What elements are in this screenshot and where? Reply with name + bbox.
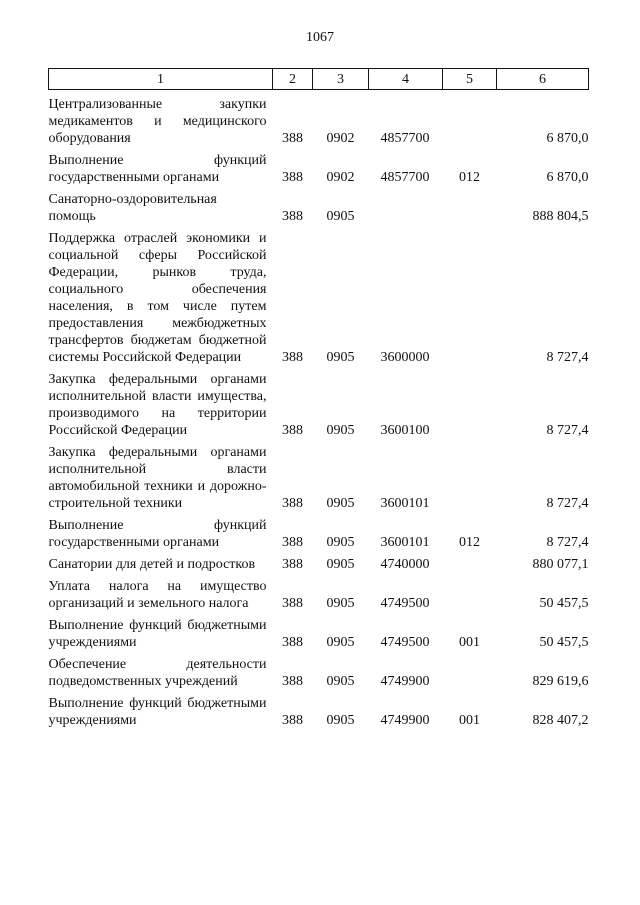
row-code-3: 0905 xyxy=(326,557,355,572)
row-name: Поддержка отраслей экономики и социальной сферы Российской Федерации, рынков труда, социального обеспечения населения, в том числе путем предоставления межбюджетных трансфертов бюджетам бюджетной системы Российской Федерации xyxy=(48,231,267,365)
row-code-5 xyxy=(443,230,497,371)
table-row xyxy=(49,371,589,444)
row-code-2: 388 xyxy=(282,496,303,511)
row-name: Санатории для детей и подростков xyxy=(48,557,256,572)
header-col-2: 2 xyxy=(273,69,313,90)
table-row xyxy=(49,230,589,371)
row-amount: 6 870,0 xyxy=(546,170,589,185)
row-name: Закупка федеральными органами исполнительной власти автомобильной техники и дорожно-строительной техники xyxy=(48,445,267,511)
row-code-5 xyxy=(443,656,497,695)
row-code-5 xyxy=(443,556,497,578)
row-code-5 xyxy=(443,578,497,617)
row-amount: 888 804,5 xyxy=(532,209,589,224)
row-code-5 xyxy=(443,444,497,517)
table-row xyxy=(49,444,589,517)
table-row xyxy=(49,578,589,617)
row-code-2: 388 xyxy=(282,209,303,224)
row-code-4: 4749900 xyxy=(380,674,430,689)
row-code-4: 3600101 xyxy=(380,535,430,550)
row-code-4: 3600101 xyxy=(380,496,430,511)
header-col-6: 6 xyxy=(497,69,589,90)
row-code-4: 4749900 xyxy=(380,713,430,728)
row-name: Закупка федеральными органами исполнительной власти имущества, производимого на территории Российской Федерации xyxy=(48,372,267,438)
row-code-4: 4857700 xyxy=(380,170,430,185)
row-code-4: 4749500 xyxy=(380,596,430,611)
row-code-4: 4740000 xyxy=(380,557,430,572)
table-row xyxy=(49,90,589,153)
row-amount: 8 727,4 xyxy=(546,535,589,550)
row-code-3: 0905 xyxy=(326,674,355,689)
row-code-2: 388 xyxy=(282,535,303,550)
row-name: Уплата налога на имущество организаций и земельного налога xyxy=(48,579,267,611)
row-amount: 8 727,4 xyxy=(546,350,589,365)
row-code-2: 388 xyxy=(282,674,303,689)
row-code-3: 0905 xyxy=(326,209,355,224)
header-row xyxy=(49,69,589,90)
row-code-5: 012 xyxy=(459,535,480,550)
row-code-2: 388 xyxy=(282,596,303,611)
row-code-3: 0905 xyxy=(326,423,355,438)
row-code-3: 0905 xyxy=(326,350,355,365)
row-code-3: 0905 xyxy=(326,496,355,511)
row-code-2: 388 xyxy=(282,713,303,728)
row-amount: 828 407,2 xyxy=(532,713,589,728)
row-name: Выполнение функций бюджетными учреждениями xyxy=(48,618,267,650)
row-code-5: 001 xyxy=(459,713,480,728)
page-number: 1067 xyxy=(306,30,334,45)
row-code-5: 012 xyxy=(459,170,480,185)
row-amount: 8 727,4 xyxy=(546,423,589,438)
row-name: Выполнение функций государственными органами xyxy=(48,153,267,185)
table-body xyxy=(49,90,589,735)
table-row xyxy=(49,517,589,556)
row-code-2: 388 xyxy=(282,170,303,185)
row-code-5 xyxy=(443,90,497,153)
header-col-5: 5 xyxy=(443,69,497,90)
row-code-2: 388 xyxy=(282,131,303,146)
row-code-3: 0905 xyxy=(326,635,355,650)
row-code-2: 388 xyxy=(282,635,303,650)
table-row xyxy=(49,617,589,656)
row-code-2: 388 xyxy=(282,423,303,438)
table-row xyxy=(49,556,589,578)
table-header xyxy=(49,69,589,90)
row-code-4: 3600000 xyxy=(380,350,430,365)
row-code-3: 0902 xyxy=(326,170,355,185)
row-code-2: 388 xyxy=(282,557,303,572)
row-amount: 8 727,4 xyxy=(546,496,589,511)
header-col-1: 1 xyxy=(49,69,273,90)
row-code-5 xyxy=(443,191,497,230)
row-code-3: 0905 xyxy=(326,535,355,550)
row-code-4: 4749500 xyxy=(380,635,430,650)
row-amount: 6 870,0 xyxy=(546,131,589,146)
row-code-5: 001 xyxy=(459,635,480,650)
row-code-4: 4857700 xyxy=(380,131,430,146)
row-amount: 50 457,5 xyxy=(539,596,589,611)
row-code-3: 0905 xyxy=(326,713,355,728)
row-amount: 880 077,1 xyxy=(532,557,589,572)
header-col-3: 3 xyxy=(313,69,369,90)
row-amount: 829 619,6 xyxy=(532,674,589,689)
row-name: Обеспечение деятельности подведомственных учреждений xyxy=(48,657,267,689)
row-amount: 50 457,5 xyxy=(539,635,589,650)
table-row xyxy=(49,695,589,734)
budget-table xyxy=(48,68,589,734)
row-name: Санаторно-оздоровительная помощь xyxy=(48,192,217,224)
row-code-5 xyxy=(443,371,497,444)
row-code-4: 3600100 xyxy=(380,423,430,438)
row-code-3: 0905 xyxy=(326,596,355,611)
row-code-3: 0902 xyxy=(326,131,355,146)
row-name: Централизованные закупки медикаментов и медицинского оборудования xyxy=(48,97,267,146)
table-row xyxy=(49,152,589,191)
row-name: Выполнение функций государственными органами xyxy=(48,518,267,550)
header-col-4: 4 xyxy=(369,69,443,90)
table-row xyxy=(49,191,589,230)
row-code-4 xyxy=(369,191,443,230)
row-name: Выполнение функций бюджетными учреждениями xyxy=(48,696,267,728)
table-row xyxy=(49,656,589,695)
row-code-2: 388 xyxy=(282,350,303,365)
